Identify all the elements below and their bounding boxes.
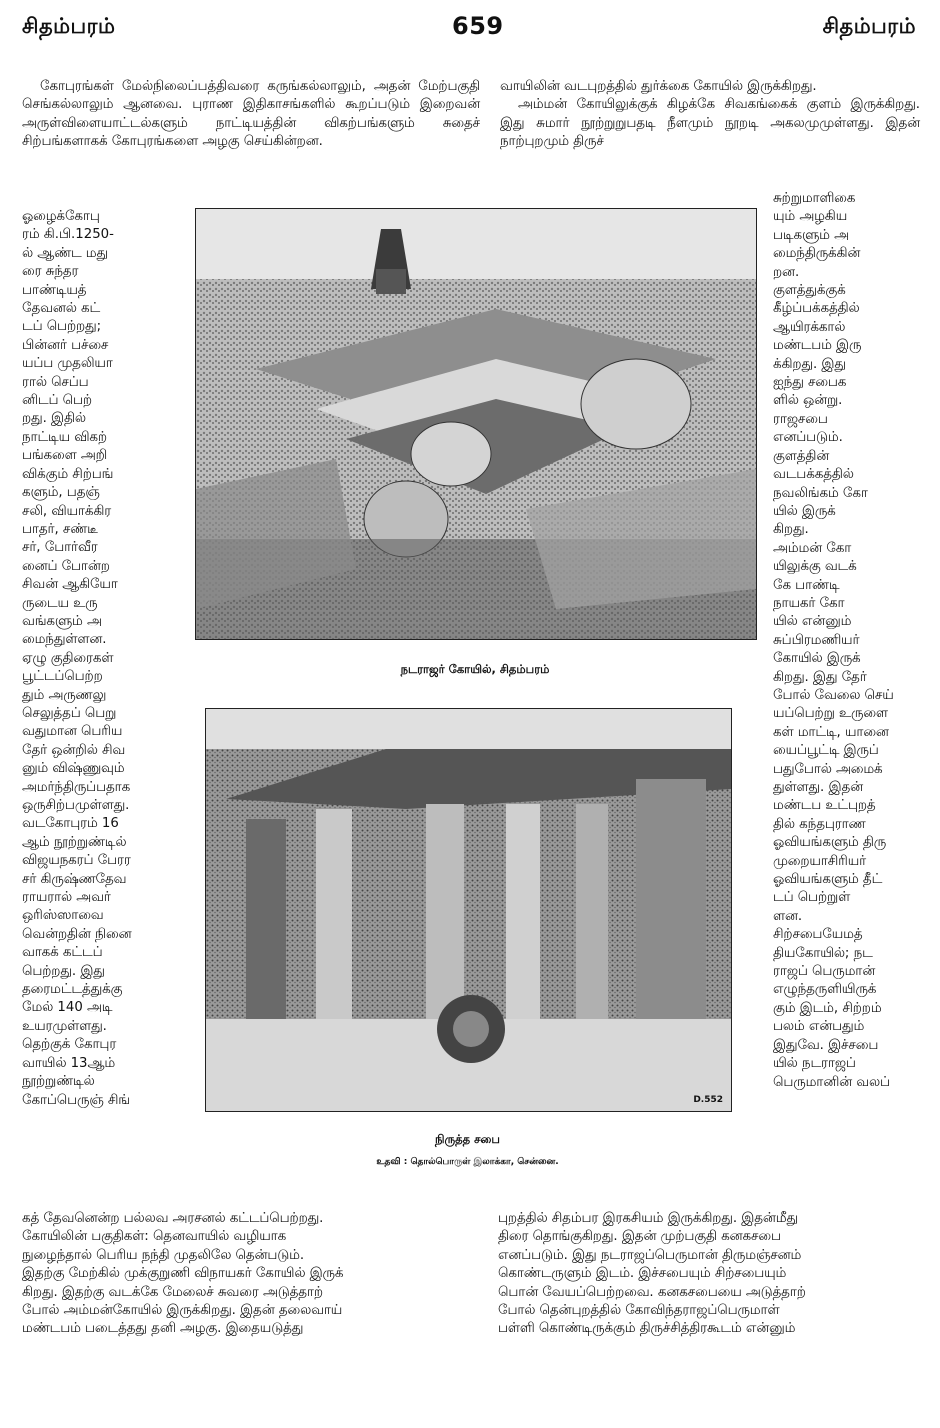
left-column-line: ராயரால் அவர்: [22, 890, 111, 906]
left-column-line: சர் கிருஷ்ணதேவ: [22, 871, 127, 887]
right-column-line: ராஜப் பெருமான்: [773, 964, 876, 980]
page-number: 659: [452, 12, 504, 40]
right-column-line: பதுபோல் அமைக்: [773, 761, 883, 777]
temple-aerial-illustration: [196, 209, 756, 639]
right-column-line: படிகளும் அ: [773, 227, 849, 243]
left-column-line: பின்னர் பச்சை: [22, 337, 109, 353]
right-column-line: ளில் ஒன்று.: [773, 393, 843, 409]
right-column-line: மண்டபம் இரு: [773, 338, 862, 354]
right-column-line: கும் இடம், சிற்றம்: [773, 1000, 882, 1016]
left-column-line: மேல் 140 அடி: [22, 1000, 113, 1016]
left-column-line: தெற்குக் கோபுர: [22, 1037, 117, 1053]
right-column-line: யில் இருக்: [773, 503, 836, 519]
bottom-right-line: கொண்டருளும் இடம். இச்சபையும் சிற்சபையும்: [498, 1266, 787, 1282]
right-column-line: பலம் என்பதும்: [773, 1019, 865, 1035]
bottom-right-line: எனப்படும். இது நடராஜப்பெருமான் திருமஞ்சனம்: [498, 1247, 802, 1263]
left-column-line: சலி, வியாக்கிர: [22, 503, 112, 519]
left-column-line: ஒரிஸ்ஸாவை: [22, 908, 104, 924]
left-column-line: தேவனல் கட்: [22, 301, 101, 317]
bottom-left-line: கிறது. இதற்கு வடக்கே மேலைச் சுவரை அடுத்தாற்: [22, 1284, 323, 1300]
left-column-line: பாதர், சண்டீ: [22, 521, 98, 537]
left-column-line: னும் விஷ்ணுவும்: [22, 761, 125, 777]
left-column-line: வென்றதின் நினை: [22, 926, 132, 942]
left-column-line: சிவன் ஆகியோ: [22, 577, 118, 593]
bottom-right-line: போல் தென்புறத்தில் கோவிந்தராஜப்பெருமாள்: [498, 1303, 780, 1319]
right-column-line: முறையாசிரியர்: [773, 853, 867, 869]
left-column-line: ரை சுந்தர: [22, 264, 79, 280]
bottom-right-line: பள்ளி கொண்டிருக்கும் திருச்சித்திரகூடம் என்னும்: [498, 1321, 796, 1337]
bottom-left-line: மண்டபம் படைத்தது தனி அழகு. இதையடுத்து: [22, 1321, 304, 1337]
right-column-line: மண்டப உட்புறத்: [773, 798, 876, 814]
top-right-paragraph-2: அம்மன் கோயிலுக்குக் கிழக்கே சிவகங்கைக் குளம் இருக்கிறது. இது சுமார் நூற்றுறுபதடி நீளமும் நூறடி அகலமுமுள்ளது. இதன் நாற்புறமும் திருச்: [500, 97, 920, 150]
right-column-line: நவலிங்கம் கோ: [773, 485, 868, 501]
photo2-credit: உதவி : தொல்பொருள் இலாக்கா, சென்னை.: [376, 1157, 559, 1167]
left-column-line: தேர் ஒன்றில் சிவ: [22, 742, 126, 758]
left-column-line: கோப்பெருஞ் சிங்: [22, 1092, 130, 1108]
left-column-line: ல் ஆண்ட மது: [22, 245, 109, 261]
right-column-line: தியகோயில்; நட: [773, 945, 873, 961]
right-column-line: கிறது.: [773, 522, 809, 538]
left-column-line: ரால் செப்ப: [22, 374, 89, 390]
right-column-line: சுப்பிரமணியர்: [773, 632, 860, 648]
left-column-line: விஜயநகரப் பேரர: [22, 853, 131, 869]
right-column-line: றன.: [773, 264, 800, 280]
left-column-line: யப்ப முதலியா: [22, 356, 113, 372]
left-column-line: விக்கும் சிற்பங்: [22, 466, 114, 482]
right-column-line: எனப்படும்.: [773, 430, 843, 446]
left-column-line: ஓழைக்கோபு: [22, 209, 100, 224]
right-column-line: ராஜசபை: [773, 411, 828, 427]
right-column-line: சுற்றுமாளிகை: [773, 191, 856, 206]
right-column-line: மைந்திருக்கின்: [773, 246, 861, 262]
right-column-line: கே பாண்டி: [773, 577, 840, 593]
right-column-line: துள்ளது. இதன்: [773, 780, 864, 795]
bottom-left-line: கத் தேவனென்ற பல்லவ அரசனல் கட்டப்பெற்றது.: [22, 1211, 324, 1226]
left-column-line: வாயில் 13ஆம்: [22, 1055, 116, 1071]
right-column-line: சிற்சபையேமத்: [773, 927, 863, 943]
right-column-line: இதுவே. இச்சபை: [773, 1037, 879, 1053]
left-column-line: ஒருசிற்பமுள்ளது.: [22, 798, 130, 813]
right-column-line: யிலுக்கு வடக்: [773, 559, 857, 575]
photo1-caption: நடராஜர் கோயில், சிதம்பரம்: [400, 662, 550, 676]
photo2-caption: நிருத்த சபை: [435, 1132, 500, 1146]
right-column-line: ஓவியங்களும் தீட்: [773, 872, 883, 888]
left-column-line: செலுத்தப் பெறு: [22, 705, 117, 721]
left-column-line: ரம் கி.பி.1250-: [22, 227, 114, 243]
left-column-line: பாண்டியத்: [22, 282, 87, 298]
left-column-line: தும் அருணலு: [22, 687, 107, 703]
right-column-line: ஓவியங்களும் திரு: [773, 835, 887, 851]
left-column-line: மைந்துள்ளன.: [22, 632, 107, 648]
left-column-line: நாட்டிய விகற்: [22, 429, 107, 445]
left-column-line: ருடைய உரு: [22, 595, 98, 611]
right-column-line: கிறது. இது தேர்: [773, 669, 867, 685]
left-column-line: ஏழு குதிரைகள்: [22, 650, 114, 666]
top-left-paragraph: கோபுரங்கள் மேல்நிலைப்பத்திவரை கருங்கல்லாலும், அதன் மேற்பகுதி செங்கல்லாலும் ஆனவை. புராண இதிகாசங்களில் கூறப்படும் இறைவன் அருள்விளையாட்டல்களும் நாட்டியத்தின் விகற்பங்களும் சுதைச் சிற்பங்களாகக் கோபுரங்களை அழகு செய்கின்றன.: [22, 79, 480, 150]
left-column-line: அமர்ந்திருப்பதாக: [22, 779, 131, 795]
bottom-left-line: நுழைந்தால் பெரிய நந்தி முதலிலே தென்படும்.: [22, 1247, 305, 1263]
right-column-line: கோயில் இருக்: [773, 651, 861, 667]
left-column-line: பங்களை அறி: [22, 448, 108, 464]
left-column-line: றது. இதில்: [22, 411, 86, 427]
right-column-line: குளத்தின்: [773, 448, 830, 464]
bottom-left-line: இதற்கு மேற்கில் முக்குறுணி விநாயகர் கோயில் இருக்: [22, 1266, 344, 1282]
right-column-line: அம்மன் கோ: [773, 540, 852, 556]
right-column-line: போல் வேலை செய்: [773, 687, 894, 703]
bottom-right-column: [498, 1210, 922, 1339]
right-narrow-column: [773, 190, 923, 1092]
right-column-line: ஐந்து சபைக: [773, 375, 847, 391]
photo-plate-number: D.552: [693, 1095, 723, 1105]
left-column-line: னைப் போன்ற: [22, 558, 110, 574]
right-column-line: நாயகர் கோ: [773, 595, 845, 611]
right-column-line: யும் அழகிய: [773, 209, 848, 225]
left-column-line: வங்களும் அ: [22, 613, 102, 629]
bottom-right-line: திரை தொங்குகிறது. இதன் முற்பகுதி கனகசபை: [498, 1229, 781, 1245]
bottom-left-line: போல் அம்மன்கோயில் இருக்கிறது. இதன் தலைவாய்: [22, 1303, 343, 1319]
right-column-line: யைப்பூட்டி இருப்: [773, 743, 879, 759]
top-right-paragraph-1: வாயிலின் வடபுறத்தில் துர்க்கை கோயில் இருக்கிறது.: [500, 79, 817, 94]
right-column-line: வடபக்கத்தில்: [773, 467, 854, 483]
right-column-line: குளத்துக்குக்: [773, 283, 846, 299]
left-column-line: வாகக் கட்டப்: [22, 945, 103, 961]
right-column-line: ளன.: [773, 908, 803, 924]
right-column-line: பெருமானின் வலப்: [773, 1074, 890, 1090]
left-column-line: தரைமட்டத்துக்கு: [22, 982, 123, 998]
right-column-line: யில் என்னும்: [773, 614, 852, 630]
left-column-line: ஆம் நூற்றுண்டில்: [22, 834, 127, 850]
left-column-line: டப் பெற்றது;: [22, 319, 102, 335]
nritta-sabha-illustration: [206, 709, 731, 1111]
right-column-line: தில் கந்தபுராண: [773, 816, 866, 832]
right-column-line: யில் நடராஜப்: [773, 1056, 856, 1072]
nritta-sabha-photo: [205, 708, 732, 1112]
left-column-line: னிடப் பெற்: [22, 393, 92, 409]
running-header-right: சிதம்பரம்: [822, 14, 916, 38]
left-column-line: பூட்டப்பெற்ற: [22, 669, 103, 685]
right-column-line: கீழ்ப்பக்கத்தில்: [773, 301, 860, 317]
left-column-line: நூற்றுண்டில்: [22, 1074, 95, 1090]
right-column-line: ஆயிரக்கால்: [773, 319, 846, 335]
left-column-line: வதுமான பெரிய: [22, 724, 123, 740]
right-column-line: எழுந்தருளியிருக்: [773, 982, 877, 998]
left-column-line: பெற்றது. இது: [22, 963, 105, 979]
bottom-left-line: கோயிலின் பகுதிகள்: தெனவாயில் வழியாக: [22, 1229, 287, 1245]
bottom-right-line: பொன் வேயப்பெற்றவை. கனகசபையை அடுத்தாற்: [498, 1284, 806, 1300]
right-column-line: கள் மாட்டி, யானை: [773, 724, 889, 740]
left-column-line: வடகோபுரம் 16: [22, 816, 119, 832]
right-column-line: யப்பெற்று உருளை: [773, 706, 888, 722]
top-right-column: [500, 78, 920, 152]
left-column-line: களும், பதஞ்: [22, 485, 100, 501]
bottom-left-column: [22, 1210, 484, 1339]
right-column-line: க்கிறது. இது: [773, 356, 846, 372]
right-column-line: டப் பெற்றுள்: [773, 890, 851, 906]
bottom-right-line: புறத்தில் சிதம்பர இரகசியம் இருக்கிறது. இதன்மீது: [498, 1211, 799, 1226]
left-column-line: உயரமுள்ளது.: [22, 1018, 107, 1034]
left-column-line: சர், போர்வீர: [22, 540, 98, 556]
temple-aerial-photo: [195, 208, 757, 640]
left-narrow-column: [22, 208, 182, 1110]
running-header-left: சிதம்பரம்: [22, 14, 116, 38]
